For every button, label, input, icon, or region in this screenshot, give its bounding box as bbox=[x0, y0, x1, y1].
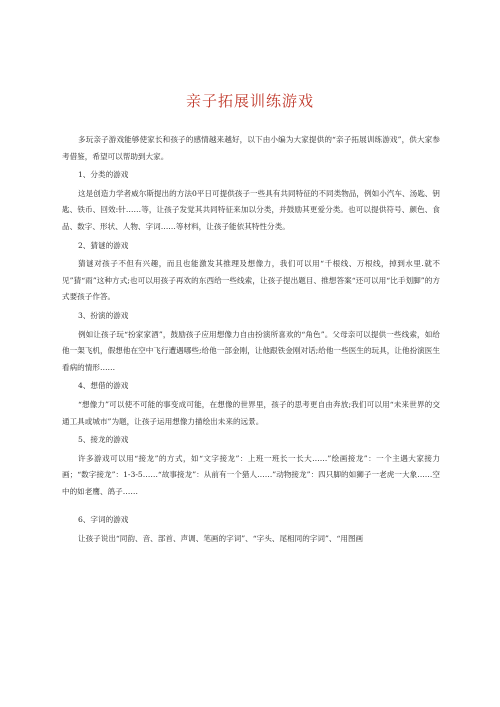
section-body-2: 猜谜对孩子不但有兴趣，而且也能激发其推理及想像力，我们可以用“千根线、万根线，掉到水里.就不见”猜“雨”这种方式;也可以用孩子再欢的东西给一些线索，让孩子提出题目、推想答案“还可以用“比手划脚”的方式要孩子作答。 bbox=[62, 259, 440, 302]
intro-paragraph: 多玩亲子游戏能够使家长和孩子的感情越来越好，以下由小编为大家提供的“亲子拓展训练游戏”，供大家参考借鉴，希望可以帮助到大家。 bbox=[62, 135, 440, 161]
section-heading-3: 3、扮演的游戏 bbox=[77, 310, 129, 320]
section-body-5: 许多游戏可以用“接龙”的方式，如“文字接龙”：上班一班长一长大……”绘画接龙”：一个主遇大家接力画；“数字接龙”：1-3-5……“故事接龙”：从前有一个猎人……”动物接龙”：四只脚的如狮子一老虎一大象……空中的如老鹰、鸽子…… bbox=[62, 453, 440, 496]
section-body-3: 例如让孩子玩“扮家家酒”，鼓励孩子应用想像力自由扮演所喜欢的“角色”。父母亲可以提供一些线索，如给他一架飞机，假想他在空中飞行遭遇哪些;给他一部金刚，让他跟铁金刚对话;给他一些医生的玩具，让他扮演医生看病的情形…… bbox=[62, 329, 440, 372]
section-heading-5: 5、接龙的游戏 bbox=[77, 435, 129, 445]
section-body-6: 让孩子说出“同韵、音、部首、声调、笔画的字词”、“字头、尾相同的字词”、“用图画 bbox=[77, 534, 364, 544]
document-content bbox=[62, 132, 440, 550]
section-heading-4: 4、想借的游戏 bbox=[77, 381, 129, 391]
section-body-4: “想像力”可以使不可能的事变成可能，在想像的世界里，孩子的思考更自由奔放;我们可以用“未来世界的交通工具或城市”为题，让孩子运用想像力描绘出未来的远景。 bbox=[62, 399, 440, 426]
document-title: 亲子拓展训练游戏 bbox=[185, 92, 314, 110]
section-heading-1: 1、分类的游戏 bbox=[77, 170, 129, 180]
section-body-1: 这是创造力学者威尔斯提出的方法0平日可提供孩子一些具有共同特征的不同类物品，例如小汽车、汤匙、钥匙、铁币、回效:针……等，让孩子发觉其共同特征来加以分类，并鼓励其更爱分类。也可以提供符号、颜色、食品、数字、形状、人物、字词……等材料，让孩子能依其特性分类。 bbox=[62, 188, 440, 231]
section-heading-2: 2、猜谜的游戏 bbox=[77, 240, 129, 250]
section-heading-6: 6、字词的游戏 bbox=[77, 515, 129, 525]
